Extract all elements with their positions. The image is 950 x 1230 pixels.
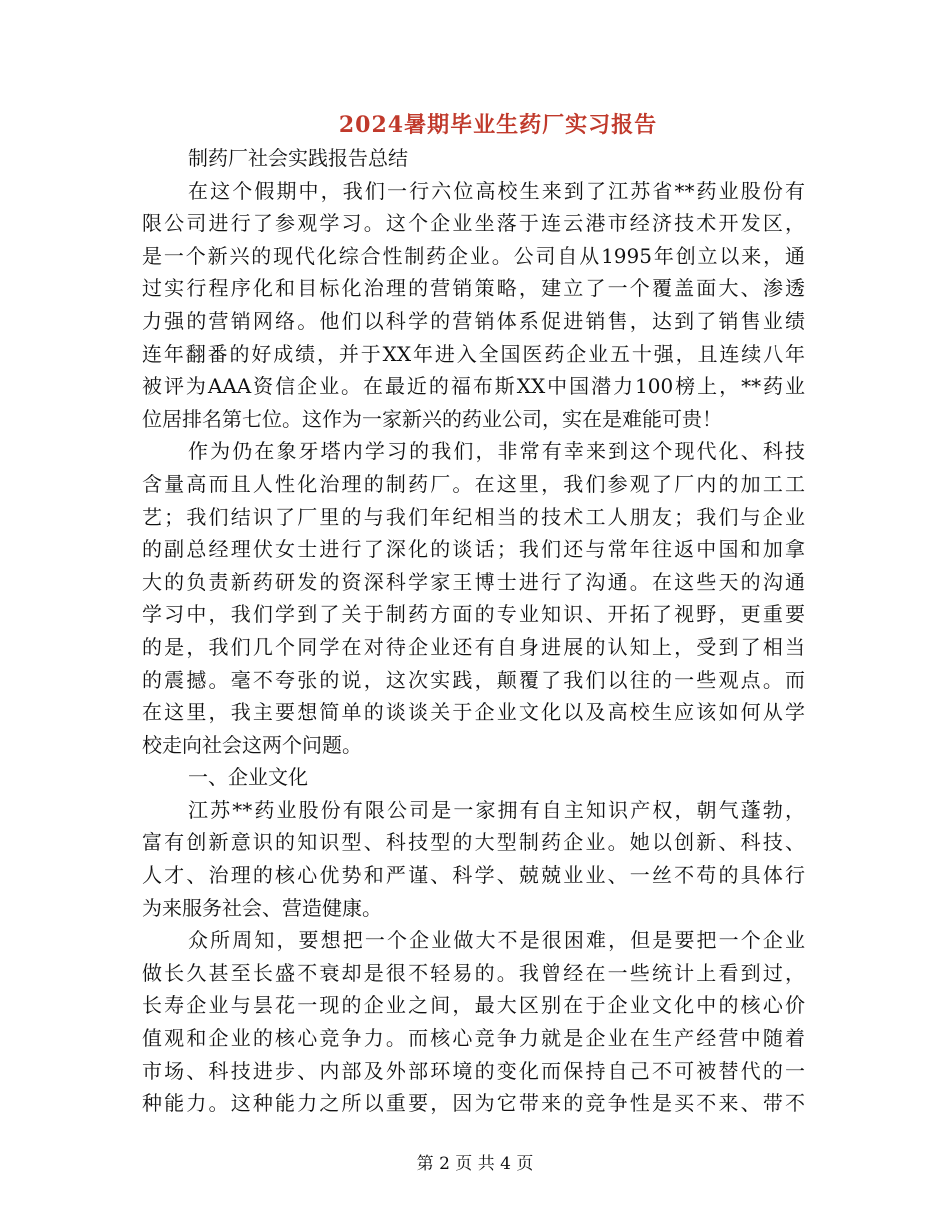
text-line: 是一个新兴的现代化综合性制药企业。公司自从1995年创立以来，通 xyxy=(142,243,805,268)
text-line: 学习中，我们学到了关于制药方面的专业知识、开拓了视野，更重要 xyxy=(142,602,805,627)
text-line: 一、企业文化 xyxy=(188,765,308,790)
text-line: 众所周知，要想把一个企业做大不是很困难，但是要把一个企业 xyxy=(188,928,805,953)
text-line: 作为仍在象牙塔内学习的我们，非常有幸来到这个现代化、科技 xyxy=(188,439,805,464)
text-line: 的是，我们几个同学在对待企业还有自身进展的认知上，受到了相当 xyxy=(142,634,805,659)
text-line: 值观和企业的核心竞争力。而核心竞争力就是企业在生产经营中随着 xyxy=(142,1026,805,1051)
paragraph xyxy=(142,924,805,1120)
text-line: 为来服务社会、营造健康。 xyxy=(142,895,382,920)
text-line: 校走向社会这两个问题。 xyxy=(142,732,362,757)
text-line: 市场、科技进步、内部及外部环境的变化而保持自己不可被替代的一 xyxy=(142,1058,805,1083)
paragraph xyxy=(142,435,805,761)
paragraph xyxy=(142,175,805,436)
text-line: 江苏**药业股份有限公司是一家拥有自主知识产权，朝气蓬勃， xyxy=(188,797,805,822)
text-line: 人才、治理的核心优势和严谨、科学、兢兢业业、一丝不苟的具体行 xyxy=(142,863,805,888)
text-line: 含量高而且人性化治理的制药厂。在这里，我们参观了厂内的加工工 xyxy=(142,471,805,496)
document-title: 2024暑期毕业生药厂实习报告 xyxy=(338,112,658,138)
text-line: 长寿企业与昙花一现的企业之间，最大区别在于企业文化中的核心价 xyxy=(142,993,805,1018)
text-line: 连年翻番的好成绩，并于XX年进入全国医药企业五十强，且连续八年 xyxy=(142,341,805,366)
paragraph xyxy=(142,794,805,924)
text-line: 位居排名第七位。这作为一家新兴的药业公司，实在是难能可贵！ xyxy=(142,406,722,431)
page-footer: 第 2 页 共 4 页 xyxy=(416,1154,534,1174)
document-subtitle: 制药厂社会实践报告总结 xyxy=(188,146,408,170)
section-heading xyxy=(142,761,805,794)
text-line: 过实行程序化和目标化治理的营销策略，建立了一个覆盖面大、渗透 xyxy=(142,276,805,301)
text-line: 力强的营销网络。他们以科学的营销体系促进销售，达到了销售业绩 xyxy=(142,308,805,333)
text-line: 做长久甚至长盛不衰却是很不轻易的。我曾经在一些统计上看到过， xyxy=(142,960,805,985)
text-line: 艺；我们结识了厂里的与我们年纪相当的技术工人朋友；我们与企业 xyxy=(142,504,805,529)
text-line: 的副总经理伏女士进行了深化的谈话；我们还与常年往返中国和加拿 xyxy=(142,537,805,562)
text-line: 种能力。这种能力之所以重要，因为它带来的竞争性是买不来、带不 xyxy=(142,1091,805,1116)
text-line: 富有创新意识的知识型、科技型的大型制药企业。她以创新、科技、 xyxy=(142,830,805,855)
text-line: 大的负责新药研发的资深科学家王博士进行了沟通。在这些天的沟通 xyxy=(142,569,805,594)
text-line: 在这里，我主要想简单的谈谈关于企业文化以及高校生应该如何从学 xyxy=(142,700,805,725)
text-line: 被评为AAA资信企业。在最近的福布斯XX中国潜力100榜上，**药业 xyxy=(142,374,805,399)
text-line: 在这个假期中，我们一行六位高校生来到了江苏省**药业股份有 xyxy=(188,178,805,203)
text-line: 限公司进行了参观学习。这个企业坐落于连云港市经济技术开发区， xyxy=(142,211,805,236)
document-body xyxy=(142,142,805,1120)
text-line: 的震撼。毫不夸张的说，这次实践，颠覆了我们以往的一些观点。而 xyxy=(142,667,805,692)
